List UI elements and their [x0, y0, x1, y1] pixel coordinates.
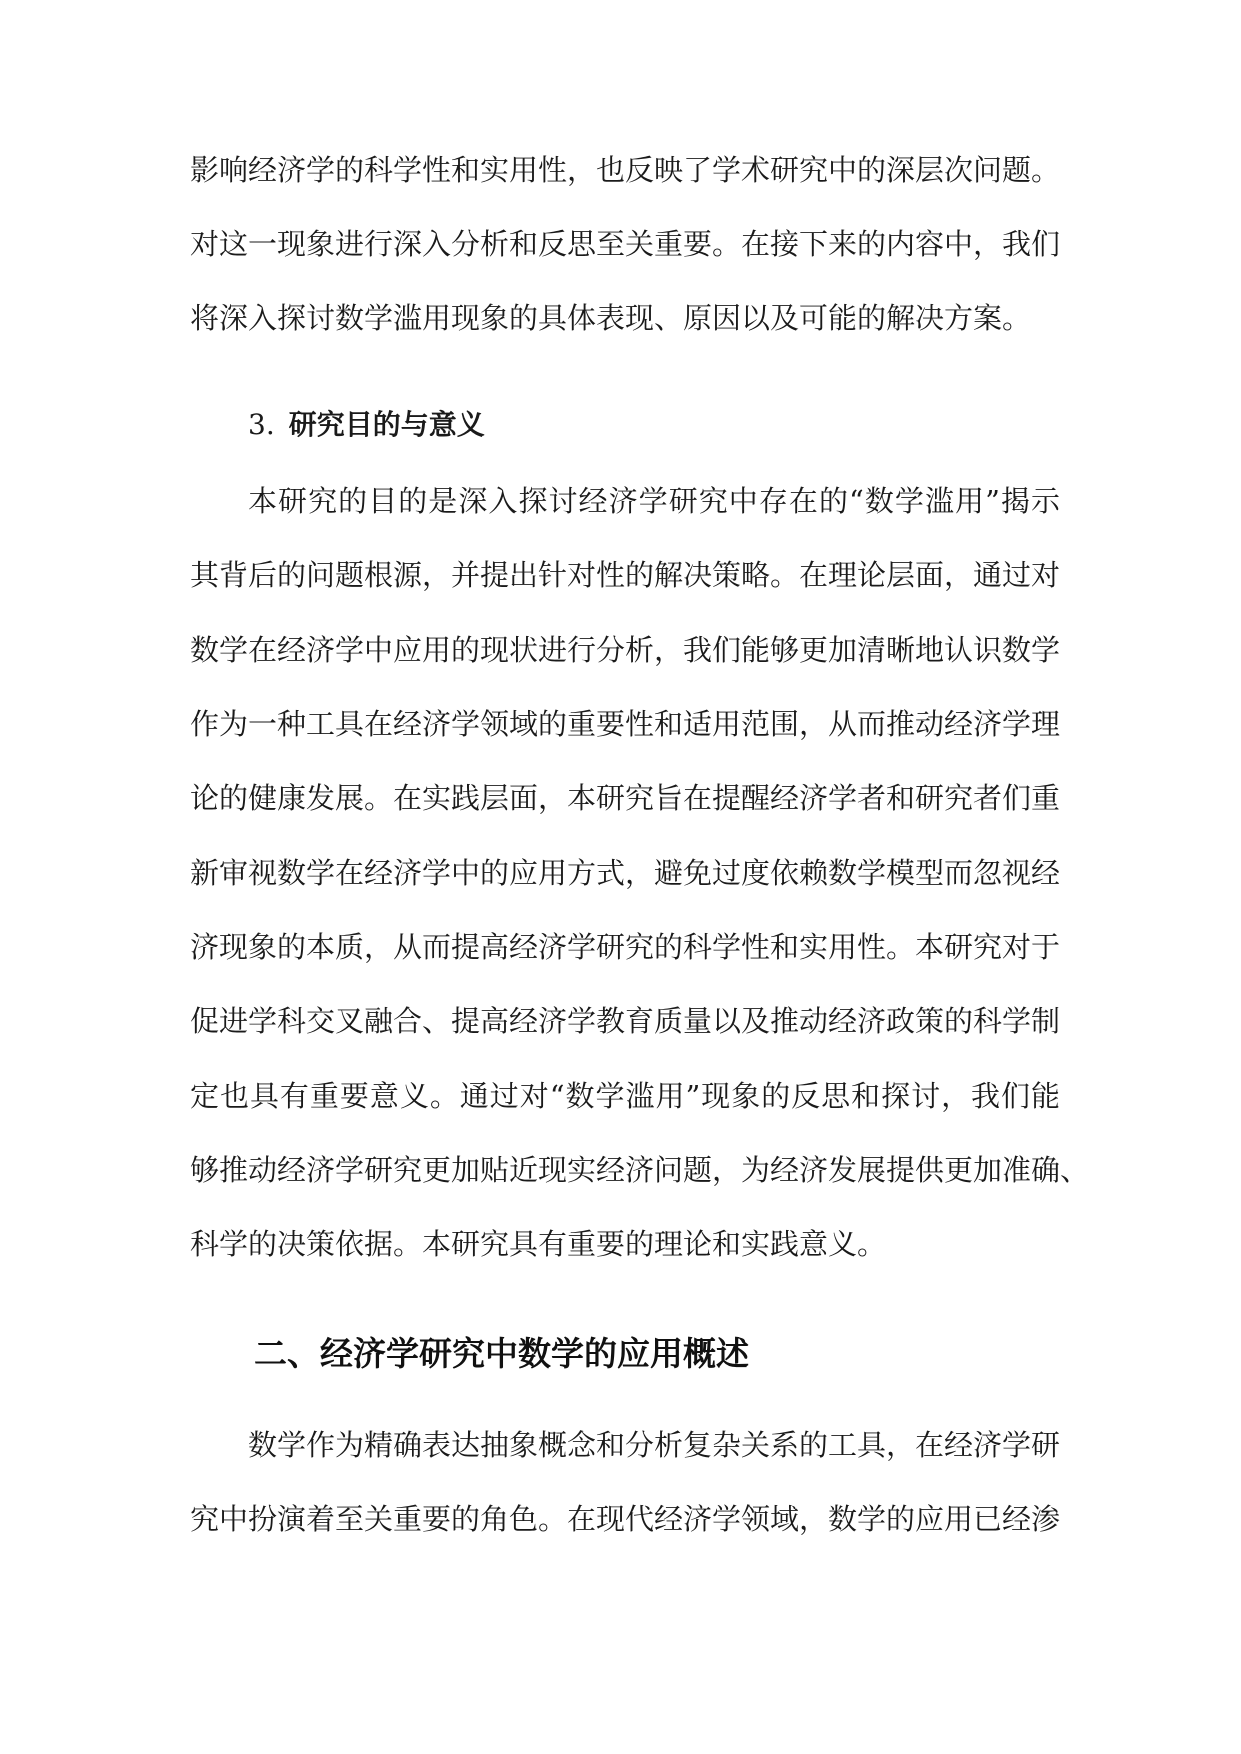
purpose-line-2: 其背后的问题根源，并提出针对性的解决策略。在理论层面，通过对: [190, 558, 1061, 592]
purpose-line-5: 论的健康发展。在实践层面，本研究旨在提醒经济学者和研究者们重: [190, 781, 1061, 815]
purpose-line-11: 科学的决策依据。本研究具有重要的理论和实践意义。: [190, 1227, 887, 1261]
purpose-line-3: 数学在经济学中应用的现状进行分析，我们能够更加清晰地认识数学: [190, 633, 1061, 667]
subsection-heading: [248, 405, 485, 445]
purpose-line-8: 促进学科交叉融合、提高经济学教育质量以及推动经济政策的科学制: [190, 1004, 1061, 1038]
section-heading: 二、经济学研究中数学的应用概述: [254, 1334, 749, 1373]
overview-line-1: 数学作为精确表达抽象概念和分析复杂关系的工具，在经济学研: [248, 1428, 1061, 1462]
purpose-line-4: 作为一种工具在经济学领域的重要性和适用范围，从而推动经济学理: [190, 707, 1061, 741]
subsection-title: 研究目的与意义: [288, 408, 485, 441]
overview-line-2: 究中扮演着至关重要的角色。在现代经济学领域，数学的应用已经渗: [190, 1502, 1061, 1536]
subsection-number: 3.: [248, 408, 275, 441]
purpose-line-7: 济现象的本质，从而提高经济学研究的科学性和实用性。本研究对于: [190, 930, 1061, 964]
intro-line-3: 将深入探讨数学滥用现象的具体表现、原因以及可能的解决方案。: [190, 301, 1032, 335]
purpose-line-6: 新审视数学在经济学中的应用方式，避免过度依赖数学模型而忽视经: [190, 856, 1061, 890]
intro-line-2: 对这一现象进行深入分析和反思至关重要。在接下来的内容中，我们: [190, 227, 1061, 261]
intro-line-1: 影响经济学的科学性和实用性，也反映了学术研究中的深层次问题。: [190, 153, 1061, 187]
purpose-line-10: 够推动经济学研究更加贴近现实经济问题，为经济发展提供更加准确、: [190, 1153, 1090, 1187]
purpose-line-9: 定也具有重要意义。通过对“数学滥用”现象的反思和探讨，我们能: [190, 1079, 1060, 1113]
purpose-line-1: 本研究的目的是深入探讨经济学研究中存在的“数学滥用”揭示: [248, 484, 1060, 518]
